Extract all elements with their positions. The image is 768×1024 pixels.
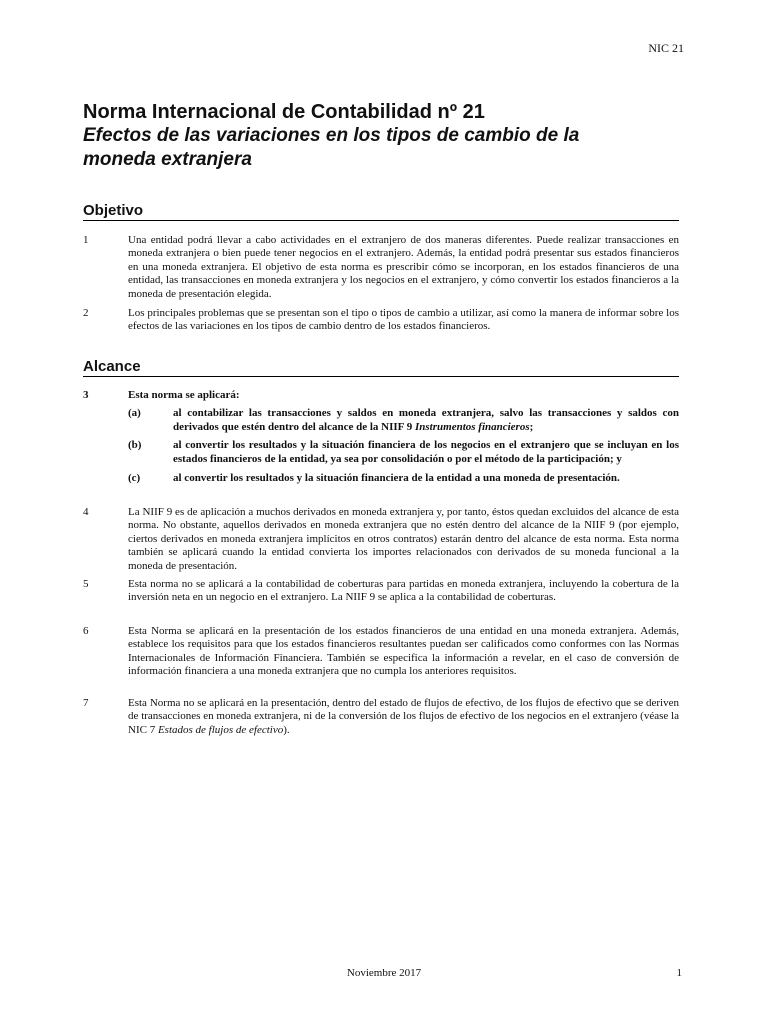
paragraph-number: 5: [83, 578, 89, 590]
paragraph-number: 2: [83, 307, 89, 319]
paragraph-text: Esta norma se aplicará:: [128, 389, 240, 401]
standard-reference: NIC 21: [648, 41, 684, 55]
list-label: (a): [128, 407, 141, 420]
paragraph-text: La NIIF 9 es de aplicación a muchos derivados en moneda extranjera y, por tanto, éstos quedan excluidos del alcance de esta norma. No obstante, aquellos derivados en moneda extranjera que no estén dentro del alcance de la NIIF 9 (por ejemplo, ciertos derivados en moneda extranjera implícitos en otros contratos) estarán dentro del alcance de esta norma. Esta norma también se aplicará cuando la entidad convierta los importes relacionados con derivados de su moneda funcional a la moneda de presentación.: [128, 506, 679, 572]
list-item-a: [128, 407, 679, 434]
footer-date: Noviembre 2017: [346, 967, 422, 979]
paragraph-number: 4: [83, 506, 89, 518]
paragraph-text: Esta norma no se aplicará a la contabilidad de coberturas para partidas en moneda extranjera, incluyendo la cobertura de la inversión neta en un negocio en el extranjero. La NIIF 9 se aplica a la contabilidad de coberturas.: [128, 578, 679, 604]
page-title: Norma Internacional de Contabilidad nº 21: [83, 101, 485, 123]
paragraph-text: Esta Norma no se aplicará en la presentación, dentro del estado de flujos de efectivo, de los flujos de efectivo que se deriven de transacciones en moneda extranjera, ni de la conversión de los flujos de efectivo de los negocios en el extranjero (véase la NIC 7: [128, 697, 679, 736]
paragraph-number: 1: [83, 234, 89, 246]
paragraph-6: [83, 625, 679, 679]
paragraph-2: [83, 307, 679, 334]
paragraph-number: 3: [83, 389, 89, 401]
list-label: (c): [128, 472, 141, 485]
list-label: (b): [128, 439, 142, 452]
list-text: al convertir los resultados y la situación financiera de los negocios en el extranjero que se incluyan en los estados financieros de la entidad, ya sea por consolidación o por el método de la participación; y: [173, 439, 679, 465]
paragraph-number: 7: [83, 697, 89, 709]
paragraph-3: [83, 389, 679, 485]
list-text: al convertir los resultados y la situación financiera de la entidad a una moneda de presentación.: [173, 472, 620, 485]
paragraph-5: [83, 578, 679, 605]
list-item-body: [173, 407, 679, 434]
paragraph-body: [128, 389, 679, 485]
paragraph-text: Esta Norma se aplicará en la presentación de los estados financieros de una entidad en una moneda extranjera. Además, establece los requisitos para que los estados financieros resultantes puedan ser calificados como conformes con las Normas Internacionales de Información Financiera. También se especifica la información a revelar, en el caso de conversión de información financiera a una moneda extranjera que no cumpla los anteriores requisitos.: [128, 625, 679, 678]
section-heading-alcance: Alcance: [83, 357, 679, 377]
paragraph-text: Los principales problemas que se presentan son el tipo o tipos de cambio a utilizar, así como la manera de informar sobre los efectos de las variaciones en los tipos de cambio dentro de los estados financieros.: [128, 307, 679, 333]
list-text: al contabilizar las transacciones y saldos en moneda extranjera, salvo las transacciones y saldos con derivados que estén dentro del alcance de la NIIF 9: [173, 407, 679, 433]
list-item-c: [128, 472, 679, 485]
list-text-end: ;: [529, 420, 534, 433]
list-italic-reference: Instrumentos financieros: [415, 420, 530, 433]
title-block: [83, 100, 683, 172]
paragraph-1: [83, 234, 679, 301]
page-number: 1: [676, 967, 682, 979]
section-heading-objetivo: Objetivo: [83, 201, 679, 221]
paragraph-text: Una entidad podrá llevar a cabo actividades en el extranjero de dos maneras diferentes. Puede realizar transacciones en moneda extranjera o bien puede tener negocios en el extranjero. Además, la entidad podrá presentar sus estados financieros en una moneda extranjera. El objetivo de esta norma es prescribir cómo se incorporan, en los estados financieros de una entidad, las transacciones en moneda extranjera y los negocios en el extranjero, y cómo convertir los estados financieros a la moneda de presentación elegida.: [128, 234, 679, 300]
paragraph-number: 6: [83, 625, 89, 637]
page-subtitle-line1: Efectos de las variaciones en los tipos de cambio de la: [83, 125, 580, 146]
page-subtitle-line2: moneda extranjera: [83, 149, 252, 170]
paragraph-italic-reference: Estados de flujos de efectivo: [157, 723, 284, 736]
paragraph-text-end: ).: [283, 723, 290, 736]
paragraph-body: [128, 697, 679, 737]
paragraph-4: [83, 506, 679, 573]
paragraph-7: [83, 697, 679, 737]
list-item-b: [128, 439, 679, 466]
